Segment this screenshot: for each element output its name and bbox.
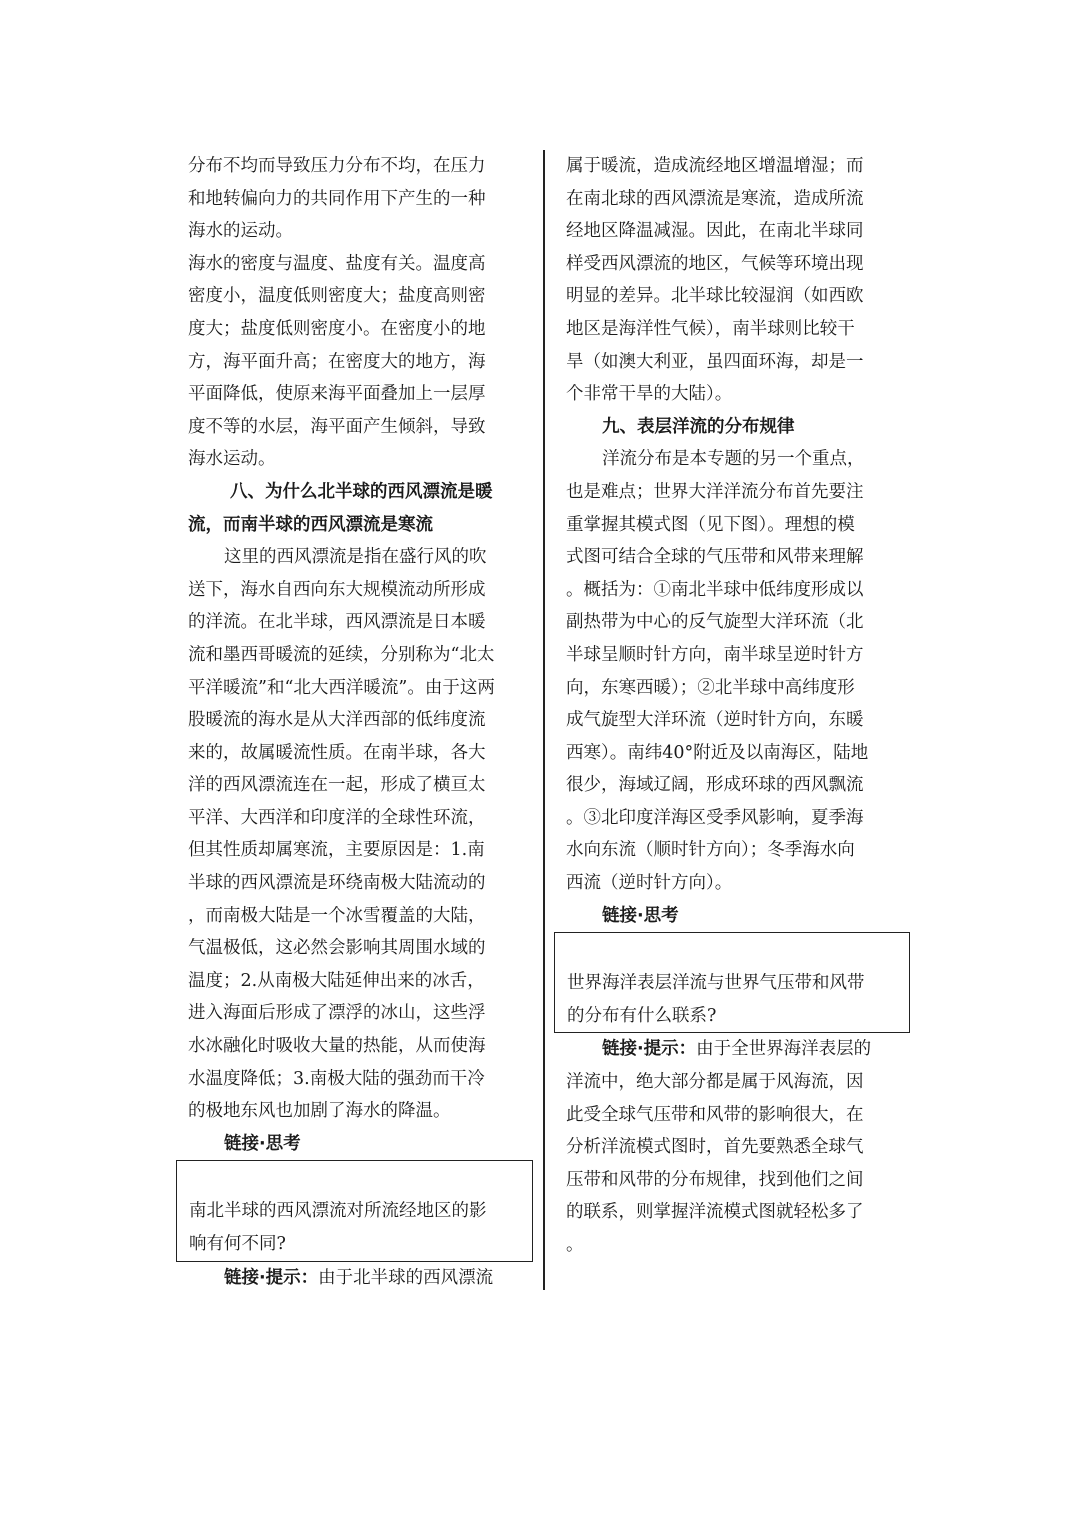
text-line: 和地转偏向力的共同作用下产生的一种 [188,188,486,209]
text-line: 但其性质却属寒流，主要原因是：1.南 [188,840,485,861]
right-column [566,150,896,1262]
link-hint-text: 由于北半球的西风漂流 [318,1267,494,1288]
text-line: 西流（逆时针方向）。 [566,873,733,894]
text-line: 个非常干旱的大陆）。 [566,384,733,405]
text-line: 股暖流的海水是从大洋西部的低纬度流 [188,710,486,731]
text-line: 的联系，则掌握洋流模式图就轻松多了 [566,1202,864,1223]
text-line: 压带和风带的分布规律，找到他们之间 [566,1169,864,1190]
think-question-box [176,1160,533,1261]
section-9-paragraph-first-line: 洋流分布是本专题的另一个重点， [602,449,865,470]
text-line: 的极地东风也加剧了海水的降温。 [188,1101,451,1122]
left-paragraph-density [188,150,513,476]
text-line: 分析洋流模式图时，首先要熟悉全球气 [566,1137,864,1158]
text-line: 。③北印度洋海区受季风影响，夏季海 [566,807,864,828]
text-line: 向，东寒西暖）；②北半球中高纬度形 [566,677,855,698]
text-line: 此受全球气压带和风带的影响很大，在 [566,1104,864,1125]
link-hint-label: 链接·提示： [224,1267,319,1288]
text-line: 进入海面后形成了漂浮的冰山，这些浮 [188,1003,486,1024]
link-think-label-right: 链接·思考 [602,905,679,926]
text-line: 明显的差异。北半球比较湿润（如西欧 [566,286,864,307]
question-line: 响有何不同? [189,1234,286,1254]
text-line: 流和墨西哥暖流的延续，分别称为“北太 [188,644,495,665]
left-column [188,150,513,1294]
text-line: 。概括为：①南北半球中低纬度形成以 [566,579,864,600]
section-8-paragraph [188,574,513,1128]
text-line: 洋流中，绝大部分都是属于风海流，因 [566,1072,864,1093]
text-line: 成气旋型大洋环流（逆时针方向，东暖 [566,710,864,731]
text-line: 平洋、大西洋和印度洋的全球性环流， [188,807,486,828]
text-line: 经地区降温减湿。因此，在南北半球同 [566,221,864,242]
text-line: 地区是海洋性气候），南半球则比较干 [566,318,855,339]
text-line: 很少，海域辽阔，形成环球的西风飘流 [566,775,864,796]
question-line: 世界海洋表层洋流与世界气压带和风带 [567,973,865,994]
link-hint-text-right: 由于全世界海洋表层的 [696,1039,872,1060]
think-question-text [189,1195,520,1260]
text-line: 。 [566,1235,584,1255]
text-line: 分布不均而导致压力分布不均，在压力 [188,156,486,176]
text-line: 半球呈顺时针方向，南半球呈逆时针方 [566,644,864,665]
text-line: 温度；2.从南极大陆延伸出来的冰舌， [188,970,485,991]
right-paragraph-climate [566,150,896,411]
think-question-text-right [567,967,897,1032]
text-line: 海水运动。 [188,449,276,470]
text-line: 在南北球的西风漂流是寒流，造成所流 [566,188,864,209]
text-line: 旱（如澳大利亚，虽四面环海，却是一 [566,351,864,372]
link-hint-line [188,1262,513,1295]
link-hint-label-right: 链接·提示： [602,1039,697,1060]
section-8-paragraph-first-line: 这里的西风漂流是指在盛行风的吹 [224,547,487,568]
text-line: 样受西风漂流的地区，气候等环境出现 [566,253,864,274]
text-line: 来的，故属暖流性质。在南半球，各大 [188,742,486,763]
section-9-heading: 九、表层洋流的分布规律 [602,416,795,437]
section-9-paragraph [566,476,896,900]
text-line: 送下，海水自西向东大规模流动所形成 [188,579,486,600]
link-think-label: 链接·思考 [224,1133,301,1154]
text-line: 属于暖流，造成流经地区增温增湿；而 [566,156,864,176]
text-line: ，而南极大陆是一个冰雪覆盖的大陆， [188,905,486,926]
text-line: 气温极低，这必然会影响其周围水域的 [188,938,486,959]
text-line: 海水的运动。 [188,221,293,242]
text-line: 半球的西风漂流是环绕南极大陆流动的 [188,873,486,894]
column-divider [543,150,545,1290]
text-line: 也是难点；世界大洋洋流分布首先要注 [566,481,864,502]
text-line: 重掌握其模式图（见下图）。理想的模 [566,514,855,535]
text-line: 西寒）。南纬40°附近及以南海区，陆地 [566,742,869,763]
text-line: 水向东流（顺时针方向）；冬季海水向 [566,840,855,861]
text-line: 的洋流。在北半球，西风漂流是日本暖 [188,612,486,633]
section-8-heading-line2: 流，而南半球的西风漂流是寒流 [188,514,433,535]
text-line: 副热带为中心的反气旋型大洋环流（北 [566,612,864,633]
text-line: 海水的密度与温度、盐度有关。温度高 [188,253,486,274]
link-hint-line-right [566,1033,896,1066]
section-8-heading-line1: 八、为什么北半球的西风漂流是暖 [230,481,493,502]
text-line: 方，海平面升高；在密度大的地方，海 [188,351,486,372]
text-line: 式图可结合全球的气压带和风带来理解 [566,547,864,568]
question-line: 南北半球的西风漂流对所流经地区的影 [189,1201,487,1222]
text-line: 洋的西风漂流连在一起，形成了横亘太 [188,775,486,796]
text-line: 水温度降低；3.南极大陆的强劲而干冷 [188,1068,485,1089]
text-line: 密度小，温度低则密度大；盐度高则密 [188,286,486,307]
question-line: 的分布有什么联系? [567,1005,717,1026]
text-line: 平洋暖流”和“北大西洋暖流”。由于这两 [188,677,495,698]
link-hint-paragraph-right [566,1066,896,1262]
text-line: 度不等的水层，海平面产生倾斜，导致 [188,416,486,437]
text-line: 度大；盐度低则密度小。在密度小的地 [188,318,486,339]
think-question-box-right [554,932,910,1033]
text-line: 平面降低，使原来海平面叠加上一层厚 [188,384,486,405]
text-line: 水冰融化时吸收大量的热能，从而使海 [188,1036,486,1057]
